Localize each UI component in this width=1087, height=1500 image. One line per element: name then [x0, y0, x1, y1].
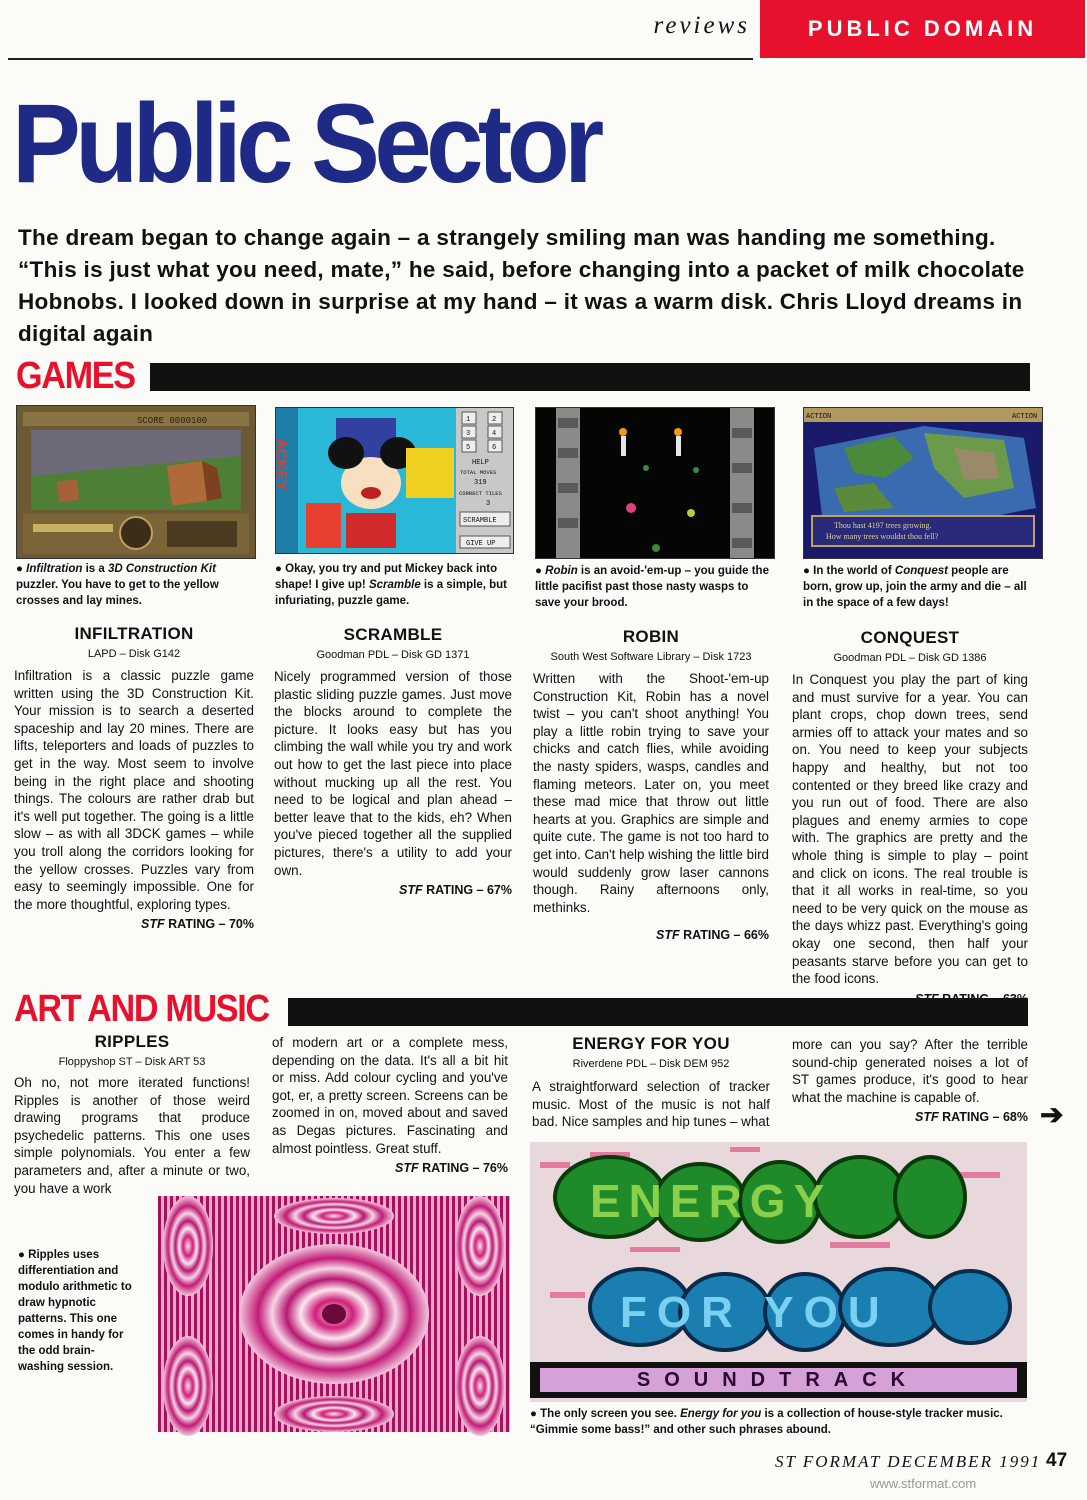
- review-title: ROBIN: [622, 627, 680, 646]
- review-energy-cont: [792, 1036, 1028, 1124]
- review-conquest: [792, 628, 1028, 1006]
- ripples-pattern-art: [158, 1196, 510, 1432]
- review-body: Infiltration is a classic puzzle game written using the 3D Construction Kit. Your mission is to search a deserted spaceship and lay 20 mines. There are lifts, teleporters and loads of puzzles to get in the way. Most seem to involve being in the right place and shooting things. The colours are rather drab but it's well put together. The going is a little slow – as with all 3DCK games – while you troll along the corridors looking for the yellow crosses. Puzzles vary from easy to seemingly impossible. One for the more thoughtful, exploring types.: [14, 668, 254, 912]
- page-title: Public Sector: [12, 81, 599, 206]
- header-rule: [8, 58, 753, 60]
- review-ripples-cont: [272, 1034, 508, 1175]
- review-scramble: [274, 625, 512, 897]
- review-source: Floppyshop ST – Disk ART 53: [58, 1056, 206, 1068]
- art-section-bar: [288, 998, 1028, 1026]
- energy-logo-top: ENERGY: [590, 1175, 833, 1227]
- ripples-caption: ● Ripples uses differentiation and modulo arithmetic to draw hypnotic patterns. This one comes in handy for the odd brain-washing session.: [18, 1249, 132, 1373]
- games-section-label: GAMES: [16, 355, 135, 397]
- review-body-part1: A straightforward selection of tracker music. Most of the music is not half bad. Nice samples and hip tunes – what: [532, 1079, 770, 1130]
- infiltration-score-text: SCORE 0000100: [137, 416, 208, 426]
- review-title: RIPPLES: [94, 1032, 170, 1051]
- games-section-bar: [150, 363, 1030, 391]
- review-body-part1: Oh no, not more iterated functions! Ripples is another of those weird drawing programs that produce psychedelic patterns. This one uses simple polynomials. You enter a few parameters and, after a minute or two, you have a work: [14, 1075, 250, 1196]
- review-ripples: [14, 1032, 250, 1197]
- review-source: Riverdene PDL – Disk DEM 952: [572, 1058, 730, 1070]
- footer-magazine: ST FORMAT DECEMBER 1991: [775, 1452, 1042, 1471]
- robin-screen-art: [536, 408, 774, 558]
- review-title: ENERGY FOR YOU: [572, 1034, 730, 1053]
- energy-screenshot: [530, 1142, 1027, 1402]
- scramble-num-1: 1: [466, 416, 471, 424]
- conquest-screen-art: [804, 408, 1042, 558]
- scramble-num-5: 5: [466, 444, 471, 452]
- category-banner: PUBLIC DOMAIN: [760, 0, 1085, 58]
- scramble-num-2: 2: [492, 416, 497, 424]
- infiltration-screen-art: [17, 406, 255, 558]
- section-label: reviews: [653, 12, 750, 39]
- continue-arrow-icon: ➔: [1040, 1099, 1064, 1130]
- review-title: CONQUEST: [860, 628, 960, 647]
- review-rating: STF RATING – 68%: [915, 1110, 1028, 1125]
- energy-caption: ● The only screen you see. Energy for you is a collection of house-style tracker music. “Gimmie some bass!” and other such phrases abound.: [530, 1408, 1003, 1436]
- energy-graffiti-art: [530, 1142, 1027, 1402]
- review-robin: [533, 627, 769, 942]
- infiltration-screenshot: [16, 405, 256, 559]
- scramble-screenshot: [272, 407, 514, 554]
- robin-screenshot: [535, 407, 775, 559]
- review-rating: STF RATING – 66%: [656, 928, 769, 943]
- scramble-correct-tiles: 3: [486, 500, 491, 508]
- review-infiltration: [14, 624, 254, 931]
- scramble-correct-tiles-label: CORRECT TILES: [459, 490, 502, 497]
- review-title: INFILTRATION: [74, 624, 194, 643]
- page-number: 47: [1046, 1450, 1068, 1471]
- conquest-action-left: ACTION: [806, 413, 832, 421]
- scramble-num-3: 3: [466, 430, 471, 438]
- scramble-btn-label: SCRAMBLE: [463, 517, 497, 525]
- ripples-screenshot: [158, 1196, 510, 1432]
- scramble-total-moves: 319: [474, 479, 487, 487]
- scramble-help: HELP: [472, 459, 489, 467]
- review-rating: STF RATING – 67%: [399, 883, 512, 898]
- scramble-total-moves-label: TOTAL MOVES: [460, 469, 497, 476]
- review-body: In Conquest you play the part of king and must survive for a year. You can plant crops, chop down trees, send armies off to attack your mates and so on. You need to keep your subjects happy and healthy, but not too contented or they breed like crazy and you run out of food. There are also plagues and enemy armies to cope with. The graphics are pretty and the whole thing is simple to play – point and click on icons. The real trouble is that it all works in real-time, so you need to be very quick on the mouse as the days whizz past. Everything's going okay one second, then half your peasants starve before you can get to the food icons.: [792, 672, 1028, 987]
- review-source: South West Software Library – Disk 1723: [550, 651, 752, 663]
- review-source: LAPD – Disk G142: [87, 648, 181, 660]
- conquest-msg-line1: Thou hast 4197 trees growing.: [834, 521, 932, 530]
- review-body: Written with the Shoot-'em-up Construction Kit, Robin has a novel twist – you can't shoot anything! You play a little robin trying to save your chicks and catch flies, while avoiding the nasty spiders, wasps, candles and flaming meteors. Later on, you meet these mad mice that throw out little hearts at you. Graphics are simple and quite cute. The game is not too hard to get into. Can't help wishing the little bird would suddenly grow laser cannons though. Rainy afternoons only, methinks.: [533, 671, 769, 915]
- footer-url[interactable]: www.stformat.com: [870, 1476, 977, 1491]
- review-source: Goodman PDL – Disk GD 1371: [316, 649, 470, 661]
- review-body: Nicely programmed version of those plastic sliding puzzle games. Just move the blocks around to complete the picture. It looks easy but has you climbing the wall while you try and work out how to get the last piece into place without mucking up all the rest. You need to be logical and plan ahead – better leave that to the kids, eh? When you've pieced together all the supplied pictures, there's a utility to add your own.: [274, 669, 512, 878]
- review-title: SCRAMBLE: [343, 625, 443, 644]
- scramble-giveup-label: GIVE UP: [466, 540, 496, 548]
- scramble-caption: ● Okay, you try and put Mickey back into shape! I give up! Scramble is a simple, but infuriating, puzzle game.: [275, 563, 507, 607]
- review-rating: STF RATING – 70%: [141, 917, 254, 932]
- review-source: Goodman PDL – Disk GD 1386: [833, 652, 987, 664]
- scramble-title-letters: ACKEY: [272, 438, 290, 491]
- energy-soundtrack-banner: SOUNDTRACK: [636, 1369, 920, 1391]
- scramble-num-6: 6: [492, 444, 497, 452]
- review-rating: STF RATING – 76%: [395, 1161, 508, 1176]
- conquest-caption: ● In the world of Conquest people are born, grow up, join the army and die – all in the space of a few days!: [803, 565, 1027, 609]
- robin-caption: ● Robin is an avoid-'em-up – you guide the little pacifist past those nasty wasps to save your brood.: [535, 565, 769, 609]
- review-body-part2: more can you say? After the terrible sound-chip generated noises a lot of ST games produce, it's good to hear what the machine is capable of.: [792, 1037, 1028, 1105]
- review-energy: [532, 1034, 770, 1131]
- review-body-part2: of modern art or a complete mess, depending on the data. It's all a bit hit or miss. Add colour cycling and you've got, er, a pretty screen. Screens can be zoomed in on, moved about and saved as Degas pictures. Fascinating and almost pointless. Great stuff.: [272, 1035, 508, 1156]
- conquest-msg-line2: How many trees wouldst thou fell?: [826, 532, 939, 541]
- conquest-screenshot: [803, 407, 1043, 559]
- conquest-action-right: ACTION: [1012, 413, 1038, 421]
- scramble-num-4: 4: [492, 430, 497, 438]
- infiltration-caption: ● Infiltration is a 3D Construction Kit puzzler. You have to get to the yellow crosses and lay mines.: [16, 563, 219, 607]
- energy-logo-bottom: FOR YOU: [620, 1288, 890, 1337]
- intro-standfirst: The dream began to change again – a strangely smiling man was handing me something. “This is just what you need, mate,” he said, before changing into a packet of milk chocolate Hobnobs. I looked down in surprise at my hand – it was a warm disk. Chris Lloyd dreams in digital again: [18, 225, 1025, 346]
- scramble-screen-art: [272, 408, 513, 553]
- art-section-label: ART AND MUSIC: [14, 988, 269, 1030]
